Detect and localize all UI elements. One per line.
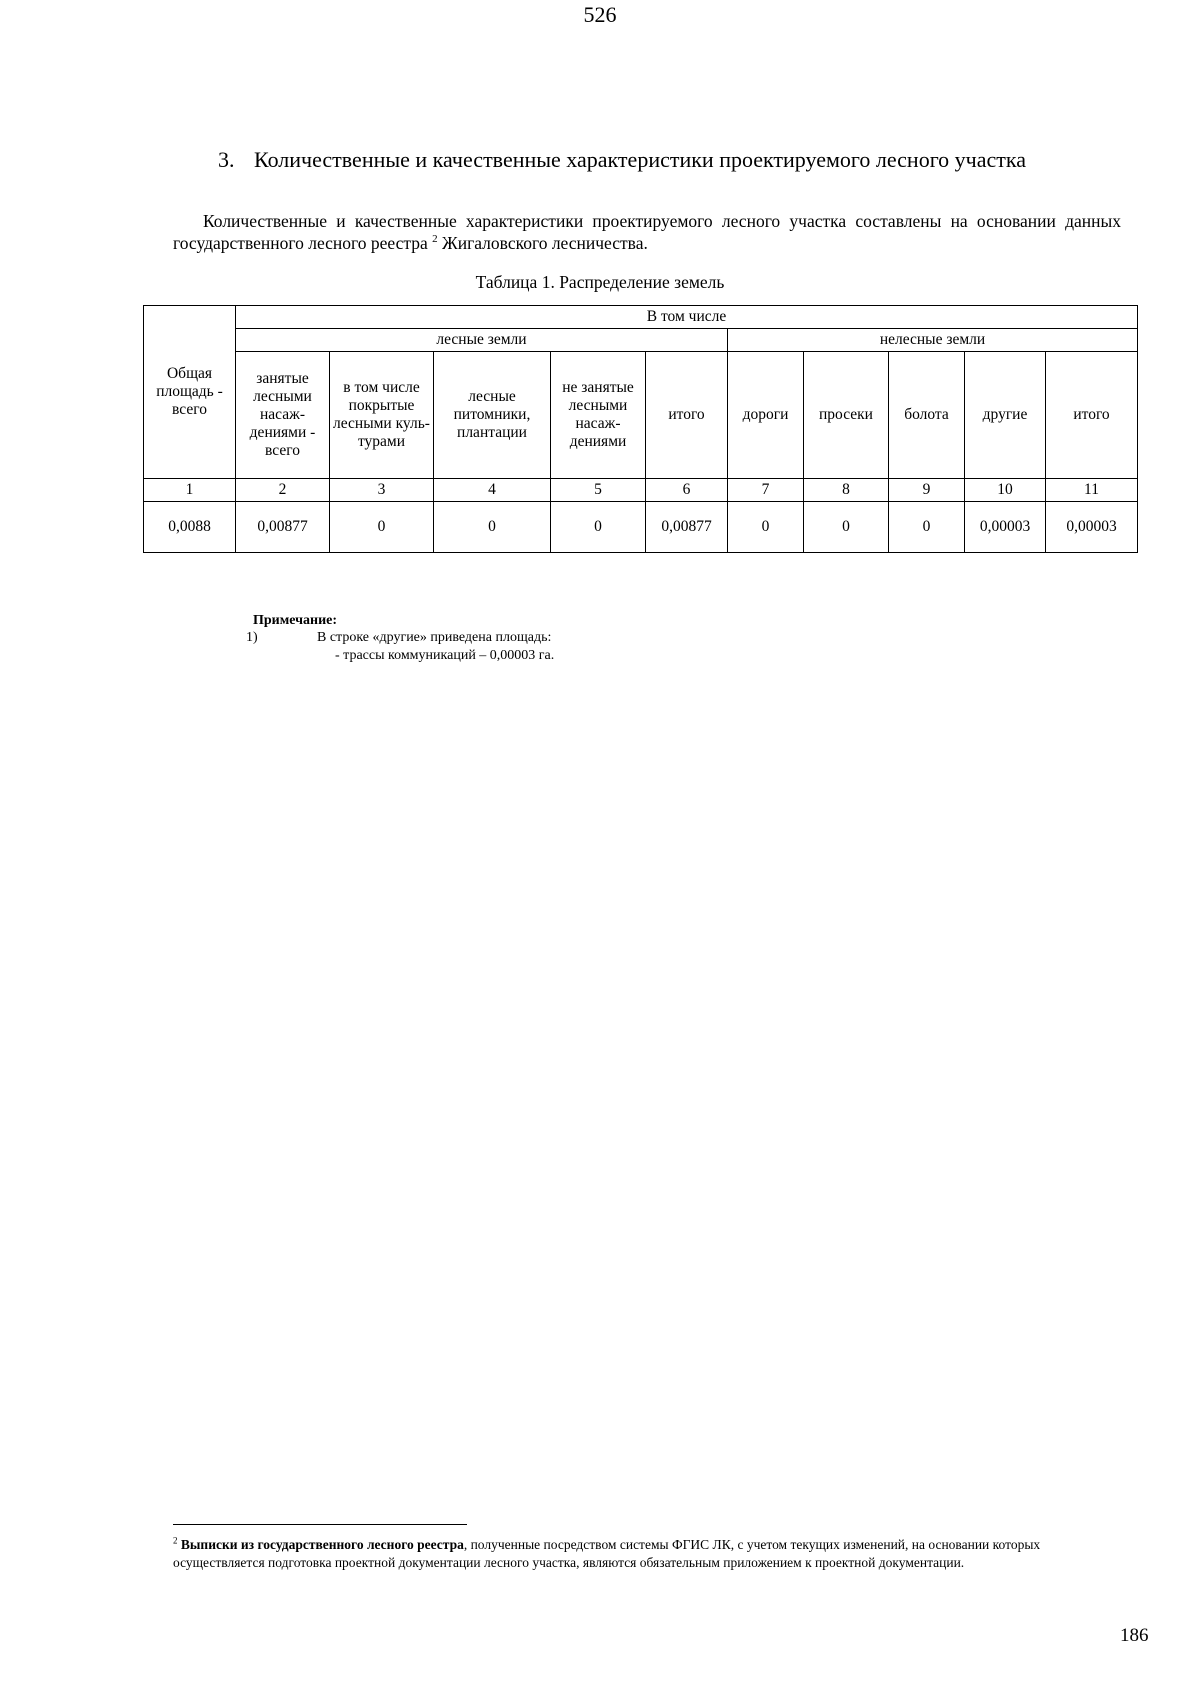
land-distribution-table [143, 305, 1138, 553]
intro-text-before: Количественные и качественные характеристики проектируемого лесного участка составлены на основании данных государственного лесного реестра [173, 211, 1121, 253]
table-header-row-2 [144, 329, 1138, 352]
section-heading [218, 147, 1026, 173]
footnote-marker: 2 [173, 1535, 178, 1546]
table-caption: Таблица 1. Распределение земель [475, 272, 725, 292]
column-number-cell: 6 [646, 479, 728, 502]
column-number-cell: 10 [965, 479, 1046, 502]
footnote-divider [173, 1524, 467, 1525]
value-cell: 0,0088 [144, 502, 236, 553]
value-cell: 0 [551, 502, 646, 553]
footnote-text: , полученные посредством системы ФГИС ЛК, с учетом текущих изменений, на основании которых осуществляется подготовка проектной документации лесного участка, являются обязательным приложением к проектной документации. [173, 1537, 1041, 1570]
footnote [173, 1536, 1093, 1572]
header-cell: итого [646, 352, 728, 479]
column-number-cell: 8 [804, 479, 889, 502]
value-cell: 0,00877 [646, 502, 728, 553]
column-number-cell: 11 [1046, 479, 1138, 502]
value-cell: 0 [889, 502, 965, 553]
column-number-cell: 9 [889, 479, 965, 502]
header-cell: занятые лесными насаж-дениями - всего [236, 352, 330, 479]
value-cell: 0,00003 [965, 502, 1046, 553]
intro-text-after: Жигаловского лесничества. [437, 233, 648, 253]
section-title: Количественные и качественные характеристики проектируемого лесного участка [254, 147, 1027, 172]
value-cell: 0 [330, 502, 434, 553]
header-cell: не занятые лесными насаж-дениями [551, 352, 646, 479]
note-subtext: - трассы коммуникаций – 0,00003 га. [335, 648, 555, 663]
header-including: В том числе [236, 306, 1138, 329]
table-row [144, 502, 1138, 553]
value-cell: 0 [434, 502, 551, 553]
section-number: 3. [218, 147, 235, 172]
header-total-area: Общая площадь - всего [144, 306, 236, 479]
value-cell: 0 [728, 502, 804, 553]
note-marker: 1) [246, 630, 258, 645]
table-column-numbers-row [144, 479, 1138, 502]
column-number-cell: 4 [434, 479, 551, 502]
header-nonforest-lands: нелесные земли [728, 329, 1138, 352]
note-text: В строке «другие» приведена площадь: [317, 630, 552, 645]
footnote-bold-text: Выписки из государственного лесного реестра [180, 1537, 464, 1552]
header-cell: другие [965, 352, 1046, 479]
header-cell: просеки [804, 352, 889, 479]
header-forest-lands: лесные земли [236, 329, 728, 352]
footnote-reference: 2 [432, 233, 438, 246]
column-number-cell: 7 [728, 479, 804, 502]
column-number-cell: 1 [144, 479, 236, 502]
column-number-cell: 5 [551, 479, 646, 502]
note-title: Примечание: [253, 613, 338, 628]
column-number-cell: 3 [330, 479, 434, 502]
top-page-number: 526 [583, 2, 617, 27]
value-cell: 0 [804, 502, 889, 553]
header-cell: в том числе покрытые лесными куль-турами [330, 352, 434, 479]
header-cell: итого [1046, 352, 1138, 479]
table-header-row-3 [144, 352, 1138, 479]
header-cell: болота [889, 352, 965, 479]
column-number-cell: 2 [236, 479, 330, 502]
value-cell: 0,00877 [236, 502, 330, 553]
bottom-page-number: 186 [1120, 1625, 1149, 1646]
intro-paragraph [173, 210, 1121, 254]
header-cell: дороги [728, 352, 804, 479]
header-cell: лесные питомники, плантации [434, 352, 551, 479]
value-cell: 0,00003 [1046, 502, 1138, 553]
table-header-row-1 [144, 306, 1138, 329]
